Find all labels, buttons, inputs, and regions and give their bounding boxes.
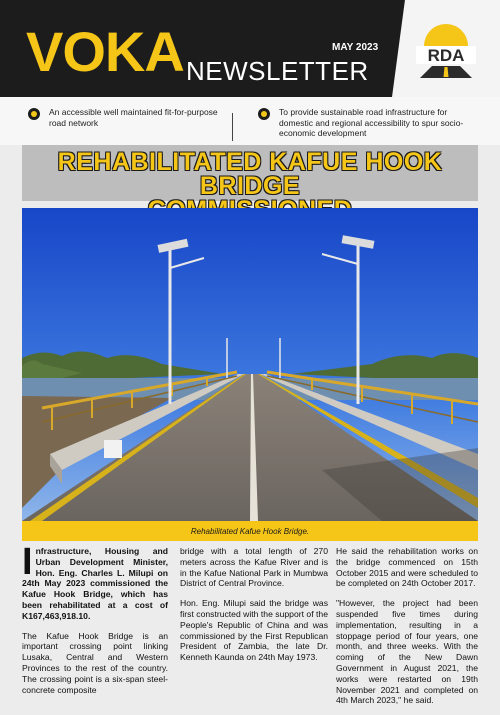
target-icon [258, 108, 270, 120]
newsletter-title-voka: VOKA [26, 20, 184, 83]
headline-line-1: REHABILITATED KAFUE HOOK BRIDGE [57, 148, 443, 200]
paragraph-3: bridge with a total length of 270 meters across the Kafue River and is in the Kafue National Park in Mumbwa District of Central Province. [180, 546, 328, 589]
photo-caption: Rehabilitated Kafue Hook Bridge. [190, 527, 310, 536]
vision-mission-bar [0, 97, 500, 145]
paragraph-2: The Kafue Hook Bridge is an important crossing point linking Lusaka, Central and Western Provinces to the rest of the country. The crossing point is a six-span steel-concrete composite [22, 630, 168, 695]
lead-paragraph [22, 541, 168, 622]
newsletter-title-newsletter: NEWSLETTER [186, 56, 369, 86]
rda-logo [410, 24, 482, 80]
megaphone-icon [28, 108, 40, 120]
article-headline [22, 145, 478, 201]
vision-text: An accessible well maintained fit-for-purpose road network [49, 107, 218, 128]
lead-text: nfrastructure, Housing and Urban Development Minister, Hon. Eng. Charles L. Milupi on 24th May 2023 commissioned the Kafue Hook Bridge, which has been rehabilitated at a cost of K167,463,918.10. [22, 546, 168, 621]
article-column-2 [180, 546, 328, 672]
paragraph-5: He said the rehabilitation works on the bridge commenced on 15th October 2015 and were scheduled to be completed on 24th October 2017. [336, 546, 478, 589]
mission-item [258, 107, 473, 139]
article-column-3 [336, 546, 478, 715]
paragraph-4: Hon. Eng. Milupi said the bridge was first constructed with the support of the People's Republic of China and was commissioned by the First Republican President of Zambia, the late Dr. Kenneth Kaunda on 24th May 1973. [180, 598, 328, 663]
paragraph-6: "However, the project had been suspended five times during implementation, resulting in a stoppage period of four years, one month, and three weeks. With the coming of the New Dawn Government in August 2021, the works were restarted on 19th November 2021 and completed on 4th March 2023," he said. [336, 598, 478, 706]
logo-text: RDA [427, 46, 465, 65]
photo-caption-bar [22, 521, 478, 541]
article-column-1 [22, 541, 168, 704]
issue-date: MAY 2023 [332, 42, 379, 53]
vision-item [28, 107, 223, 128]
bridge-photo [22, 208, 478, 521]
drop-cap: I [22, 541, 33, 583]
mission-text: To provide sustainable road infrastructure for domestic and regional accessibility to spur socio-economic development [279, 107, 464, 139]
divider [232, 113, 233, 141]
masthead [0, 0, 500, 97]
